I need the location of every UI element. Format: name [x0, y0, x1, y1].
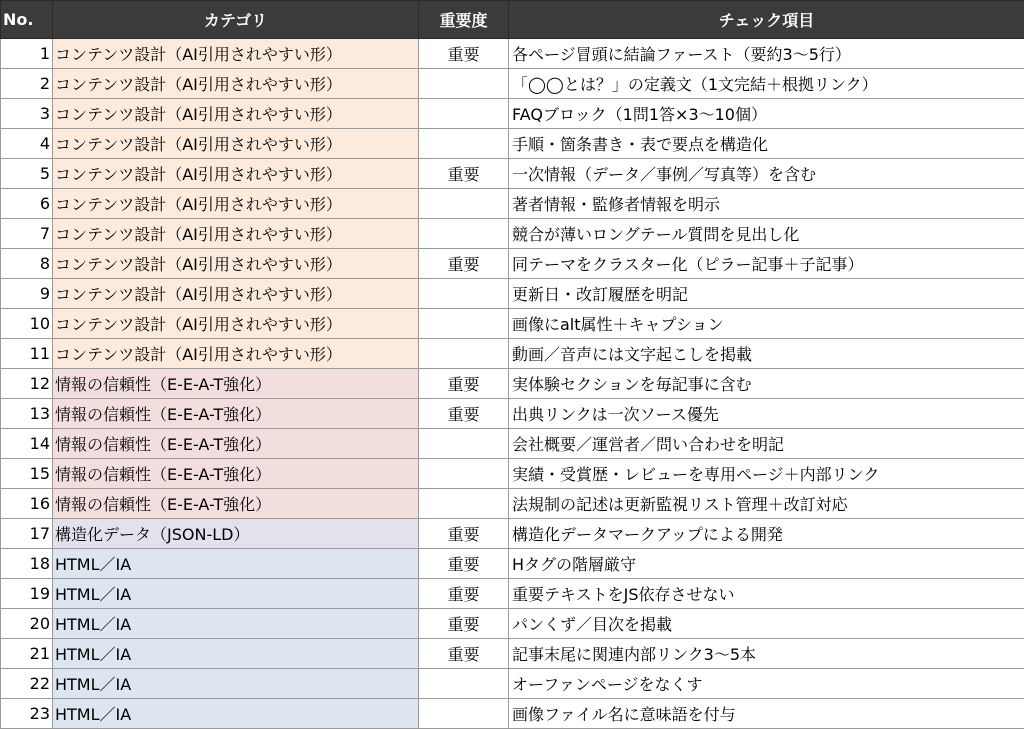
table-row [1, 39, 1024, 69]
row-importance-cell[interactable] [419, 699, 509, 729]
row-category-cell[interactable]: コンテンツ設計（AI引用されやすい形） [53, 159, 419, 189]
row-no-cell[interactable]: 3 [1, 99, 53, 129]
row-no-cell[interactable]: 16 [1, 489, 53, 519]
row-check-item-cell[interactable]: 出典リンクは一次ソース優先 [509, 399, 1024, 429]
row-importance-cell[interactable] [419, 279, 509, 309]
row-category-cell[interactable]: 情報の信頼性（E-E-A-T強化） [53, 489, 419, 519]
row-check-item-cell[interactable]: 競合が薄いロングテール質問を見出し化 [509, 219, 1024, 249]
row-category-cell[interactable]: コンテンツ設計（AI引用されやすい形） [53, 69, 419, 99]
row-importance-cell[interactable]: 重要 [419, 609, 509, 639]
row-category-cell[interactable]: 情報の信頼性（E-E-A-T強化） [53, 399, 419, 429]
table-row [1, 159, 1024, 189]
row-check-item-cell[interactable]: 記事末尾に関連内部リンク3～5本 [509, 639, 1024, 669]
row-no-cell[interactable]: 5 [1, 159, 53, 189]
row-no-cell[interactable]: 19 [1, 579, 53, 609]
row-check-item-cell[interactable]: Hタグの階層厳守 [509, 549, 1024, 579]
table-row [1, 189, 1024, 219]
row-no-cell[interactable]: 4 [1, 129, 53, 159]
row-importance-cell[interactable] [419, 309, 509, 339]
row-category-cell[interactable]: コンテンツ設計（AI引用されやすい形） [53, 99, 419, 129]
table-row [1, 549, 1024, 579]
row-no-cell[interactable]: 6 [1, 189, 53, 219]
row-no-cell[interactable]: 17 [1, 519, 53, 549]
row-check-item-cell[interactable]: 会社概要／運営者／問い合わせを明記 [509, 429, 1024, 459]
row-no-cell[interactable]: 2 [1, 69, 53, 99]
row-category-cell[interactable]: HTML／IA [53, 549, 419, 579]
row-category-cell[interactable]: コンテンツ設計（AI引用されやすい形） [53, 189, 419, 219]
row-importance-cell[interactable] [419, 669, 509, 699]
row-category-cell[interactable]: 情報の信頼性（E-E-A-T強化） [53, 459, 419, 489]
row-no-cell[interactable]: 21 [1, 639, 53, 669]
header-category[interactable]: カテゴリ [53, 1, 419, 39]
row-importance-cell[interactable]: 重要 [419, 639, 509, 669]
row-no-cell[interactable]: 20 [1, 609, 53, 639]
row-category-cell[interactable]: 構造化データ（JSON-LD） [53, 519, 419, 549]
row-check-item-cell[interactable]: 実体験セクションを毎記事に含む [509, 369, 1024, 399]
table-row [1, 639, 1024, 669]
table-row [1, 579, 1024, 609]
table-row [1, 279, 1024, 309]
row-check-item-cell[interactable]: オーファンページをなくす [509, 669, 1024, 699]
row-no-cell[interactable]: 7 [1, 219, 53, 249]
row-check-item-cell[interactable]: 同テーマをクラスター化（ピラー記事＋子記事） [509, 249, 1024, 279]
table-row [1, 99, 1024, 129]
row-importance-cell[interactable] [419, 489, 509, 519]
row-check-item-cell[interactable]: 各ページ冒頭に結論ファースト（要約3～5行） [509, 39, 1024, 69]
row-check-item-cell[interactable]: 構造化データマークアップによる開発 [509, 519, 1024, 549]
row-category-cell[interactable]: コンテンツ設計（AI引用されやすい形） [53, 309, 419, 339]
row-check-item-cell[interactable]: 法規制の記述は更新監視リスト管理＋改訂対応 [509, 489, 1024, 519]
row-importance-cell[interactable]: 重要 [419, 519, 509, 549]
row-category-cell[interactable]: コンテンツ設計（AI引用されやすい形） [53, 249, 419, 279]
table-row [1, 369, 1024, 399]
header-row [1, 1, 1024, 39]
row-no-cell[interactable]: 10 [1, 309, 53, 339]
row-no-cell[interactable]: 13 [1, 399, 53, 429]
row-no-cell[interactable]: 23 [1, 699, 53, 729]
row-importance-cell[interactable]: 重要 [419, 399, 509, 429]
row-importance-cell[interactable]: 重要 [419, 249, 509, 279]
table-row [1, 669, 1024, 699]
row-importance-cell[interactable] [419, 429, 509, 459]
row-category-cell[interactable]: コンテンツ設計（AI引用されやすい形） [53, 219, 419, 249]
header-check-item[interactable]: チェック項目 [509, 1, 1024, 39]
table-row [1, 519, 1024, 549]
table-row [1, 459, 1024, 489]
header-importance[interactable]: 重要度 [419, 1, 509, 39]
table-row [1, 429, 1024, 459]
row-check-item-cell[interactable]: パンくず／目次を掲載 [509, 609, 1024, 639]
row-category-cell[interactable]: コンテンツ設計（AI引用されやすい形） [53, 39, 419, 69]
row-check-item-cell[interactable]: 「◯◯とは？」の定義文（1文完結＋根拠リンク） [509, 69, 1024, 99]
row-category-cell[interactable]: HTML／IA [53, 579, 419, 609]
table-row [1, 339, 1024, 369]
row-importance-cell[interactable]: 重要 [419, 579, 509, 609]
row-category-cell[interactable]: コンテンツ設計（AI引用されやすい形） [53, 129, 419, 159]
row-importance-cell[interactable] [419, 189, 509, 219]
row-check-item-cell[interactable]: 一次情報（データ／事例／写真等）を含む [509, 159, 1024, 189]
row-no-cell[interactable]: 9 [1, 279, 53, 309]
row-importance-cell[interactable] [419, 459, 509, 489]
row-category-cell[interactable]: 情報の信頼性（E-E-A-T強化） [53, 369, 419, 399]
row-importance-cell[interactable] [419, 69, 509, 99]
row-importance-cell[interactable]: 重要 [419, 369, 509, 399]
row-importance-cell[interactable] [419, 129, 509, 159]
row-no-cell[interactable]: 14 [1, 429, 53, 459]
row-no-cell[interactable]: 18 [1, 549, 53, 579]
row-no-cell[interactable]: 12 [1, 369, 53, 399]
header-no[interactable]: No. [1, 1, 53, 39]
row-category-cell[interactable]: HTML／IA [53, 699, 419, 729]
row-check-item-cell[interactable]: FAQブロック（1問1答×3～10個） [509, 99, 1024, 129]
row-check-item-cell[interactable]: 著者情報・監修者情報を明示 [509, 189, 1024, 219]
row-check-item-cell[interactable]: 重要テキストをJS依存させない [509, 579, 1024, 609]
table-row [1, 609, 1024, 639]
row-no-cell[interactable]: 11 [1, 339, 53, 369]
row-category-cell[interactable]: コンテンツ設計（AI引用されやすい形） [53, 279, 419, 309]
row-importance-cell[interactable]: 重要 [419, 39, 509, 69]
row-check-item-cell[interactable]: 動画／音声には文字起こしを掲載 [509, 339, 1024, 369]
row-no-cell[interactable]: 22 [1, 669, 53, 699]
row-category-cell[interactable]: 情報の信頼性（E-E-A-T強化） [53, 429, 419, 459]
row-check-item-cell[interactable]: 画像ファイル名に意味語を付与 [509, 699, 1024, 729]
row-importance-cell[interactable]: 重要 [419, 159, 509, 189]
table-row [1, 69, 1024, 99]
table-row [1, 129, 1024, 159]
row-importance-cell[interactable] [419, 99, 509, 129]
row-no-cell[interactable]: 8 [1, 249, 53, 279]
row-check-item-cell[interactable]: 実績・受賞歴・レビューを専用ページ＋内部リンク [509, 459, 1024, 489]
row-no-cell[interactable]: 1 [1, 39, 53, 69]
row-importance-cell[interactable] [419, 339, 509, 369]
table-row [1, 249, 1024, 279]
table-row [1, 699, 1024, 729]
table-row [1, 399, 1024, 429]
table-row [1, 489, 1024, 519]
row-category-cell[interactable]: HTML／IA [53, 639, 419, 669]
table-row [1, 309, 1024, 339]
table-row [1, 219, 1024, 249]
row-category-cell[interactable]: コンテンツ設計（AI引用されやすい形） [53, 339, 419, 369]
row-importance-cell[interactable]: 重要 [419, 549, 509, 579]
row-importance-cell[interactable] [419, 219, 509, 249]
row-check-item-cell[interactable]: 手順・箇条書き・表で要点を構造化 [509, 129, 1024, 159]
row-no-cell[interactable]: 15 [1, 459, 53, 489]
row-category-cell[interactable]: HTML／IA [53, 669, 419, 699]
row-check-item-cell[interactable]: 更新日・改訂履歴を明記 [509, 279, 1024, 309]
row-category-cell[interactable]: HTML／IA [53, 609, 419, 639]
row-check-item-cell[interactable]: 画像にalt属性＋キャプション [509, 309, 1024, 339]
